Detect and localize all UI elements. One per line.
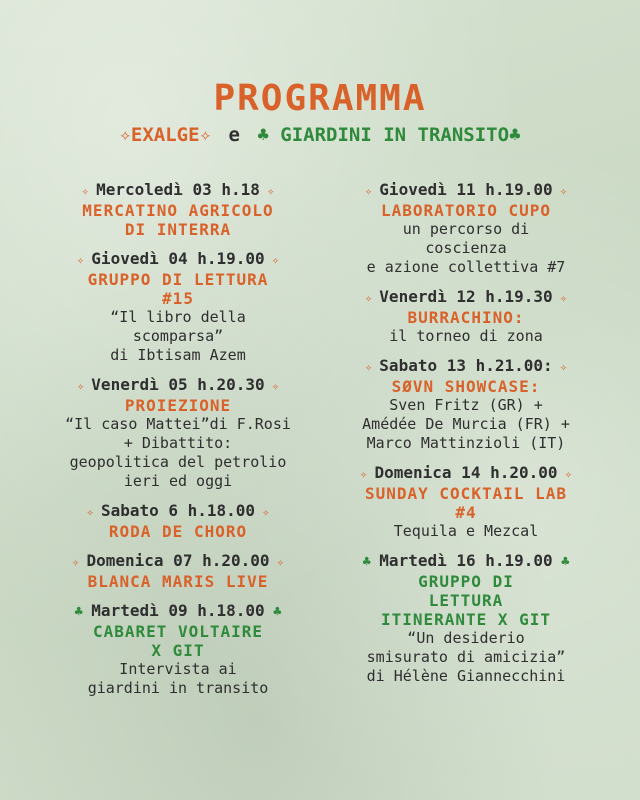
event-date-text: Sabato 13 h.21.00: [379,356,553,375]
event-item [316,551,616,686]
diamond-icon: ✧ [76,379,92,393]
event-date [28,249,328,270]
left-column [28,180,328,708]
diamond-icon: ✧ [557,467,572,481]
event-date-text: Venerdì 12 h.19.30 [379,287,553,306]
tree-icon: ♣ [257,124,269,146]
event-name: GRUPPO DI LETTURA [87,270,269,289]
event-date-text: Venerdì 05 h.20.30 [91,375,265,394]
event-description: Marco Mattinzioli (IT) [366,434,566,452]
event-description: giardini in transito [87,679,269,697]
diamond-icon: ✧ [364,184,380,198]
event-date [28,551,328,572]
event-name: X GIT [151,641,205,660]
event-item [28,601,328,698]
event-item [28,180,328,239]
diamond-icon: ✧ [119,124,131,146]
event-description: Intervista ai [119,660,237,678]
diamond-icon: ✧ [269,555,284,569]
diamond-icon: ✧ [364,291,380,305]
event-name: LABORATORIO CUPO [380,201,552,220]
event-date [316,551,616,572]
event-date [316,463,616,484]
tree-icon: ♣ [264,604,282,620]
event-description: Amédée De Murcia (FR) + [362,415,570,433]
event-date [316,356,616,377]
diamond-icon: ✧ [199,124,212,146]
event-description: di Ibtisam Azem [110,346,246,364]
event-date [28,501,328,522]
event-date [316,180,616,201]
event-name: BLANCA MARIS LIVE [87,572,269,591]
event-name: RODA DE CHORO [108,522,248,541]
event-date-text: Giovedì 04 h.19.00 [91,249,265,268]
event-date [316,287,616,308]
event-item [316,180,616,277]
right-column [316,180,616,696]
event-description: scomparsa” [132,327,224,345]
event-item [316,287,616,346]
event-description: + Dibattito: [123,434,233,452]
conjunction: e [228,124,240,146]
diamond-icon: ✧ [264,379,280,393]
event-item [28,551,328,591]
diamond-icon: ✧ [72,555,87,569]
event-description: Tequila e Mezcal [393,522,539,540]
event-item [28,501,328,541]
diamond-icon: ✧ [552,291,568,305]
event-name: PROIEZIONE [124,396,232,415]
tree-icon: ♣ [552,554,570,570]
event-description: coscienza [425,239,507,257]
diamond-icon: ✧ [76,253,92,267]
event-name: SØVN SHOWCASE: [391,377,541,396]
event-description: smisurato di amicizia” [366,648,566,666]
org-name: EXALGE [130,124,200,146]
diamond-icon: ✧ [81,184,97,198]
diamond-icon: ✧ [360,467,375,481]
event-date-text: Martedì 16 h.19.00 [379,551,553,570]
poster-subtitle [0,124,640,146]
event-description: di Hélène Giannecchini [366,667,566,685]
diamond-icon: ✧ [259,184,275,198]
poster-title: PROGRAMMA [213,78,427,119]
event-name: #4 [455,503,477,522]
diamond-icon: ✧ [264,253,280,267]
event-date [28,601,328,622]
event-date [28,180,328,201]
partner-name: GIARDINI IN TRANSITO [280,124,510,146]
event-description: e azione collettiva #7 [366,258,566,276]
diamond-icon: ✧ [364,360,380,374]
event-description: “Un desiderio [407,629,525,647]
event-date-text: Martedì 09 h.18.00 [91,601,265,620]
diamond-icon: ✧ [552,360,568,374]
event-item [316,356,616,453]
event-description: ieri ed oggi [123,472,233,490]
event-name: ITINERANTE X GIT [380,610,552,629]
event-name: BURRACHINO: [407,308,525,327]
event-name: #15 [162,289,194,308]
event-name: SUNDAY COCKTAIL LAB [364,484,568,503]
diamond-icon: ✧ [86,505,101,519]
event-name: LETTURA [428,591,504,610]
event-date-text: Sabato 6 h.18.00 [100,501,256,520]
event-description: un percorso di [402,220,530,238]
event-name: MERCATINO AGRICOLO [82,201,274,220]
event-name: GRUPPO DI [418,572,514,591]
event-date-text: Domenica 14 h.20.00 [374,463,558,482]
tree-icon: ♣ [509,124,521,146]
event-description: il torneo di zona [389,327,543,345]
event-date-text: Giovedì 11 h.19.00 [379,180,553,199]
diamond-icon: ✧ [552,184,568,198]
event-description: geopolitica del petrolio [69,453,287,471]
event-description: “Il caso Mattei”di F.Rosi [65,415,291,433]
event-date [28,375,328,396]
event-name: DI INTERRA [124,220,232,239]
event-date-text: Mercoledì 03 h.18 [96,180,260,199]
event-date-text: Domenica 07 h.20.00 [86,551,270,570]
event-description: “Il libro della [110,308,246,326]
tree-icon: ♣ [362,554,380,570]
event-description: Sven Fritz (GR) + [389,396,543,414]
diamond-icon: ✧ [255,505,270,519]
event-item [316,463,616,541]
event-item [28,375,328,491]
tree-icon: ♣ [74,604,92,620]
event-name: CABARET VOLTAIRE [92,622,264,641]
event-item [28,249,328,365]
